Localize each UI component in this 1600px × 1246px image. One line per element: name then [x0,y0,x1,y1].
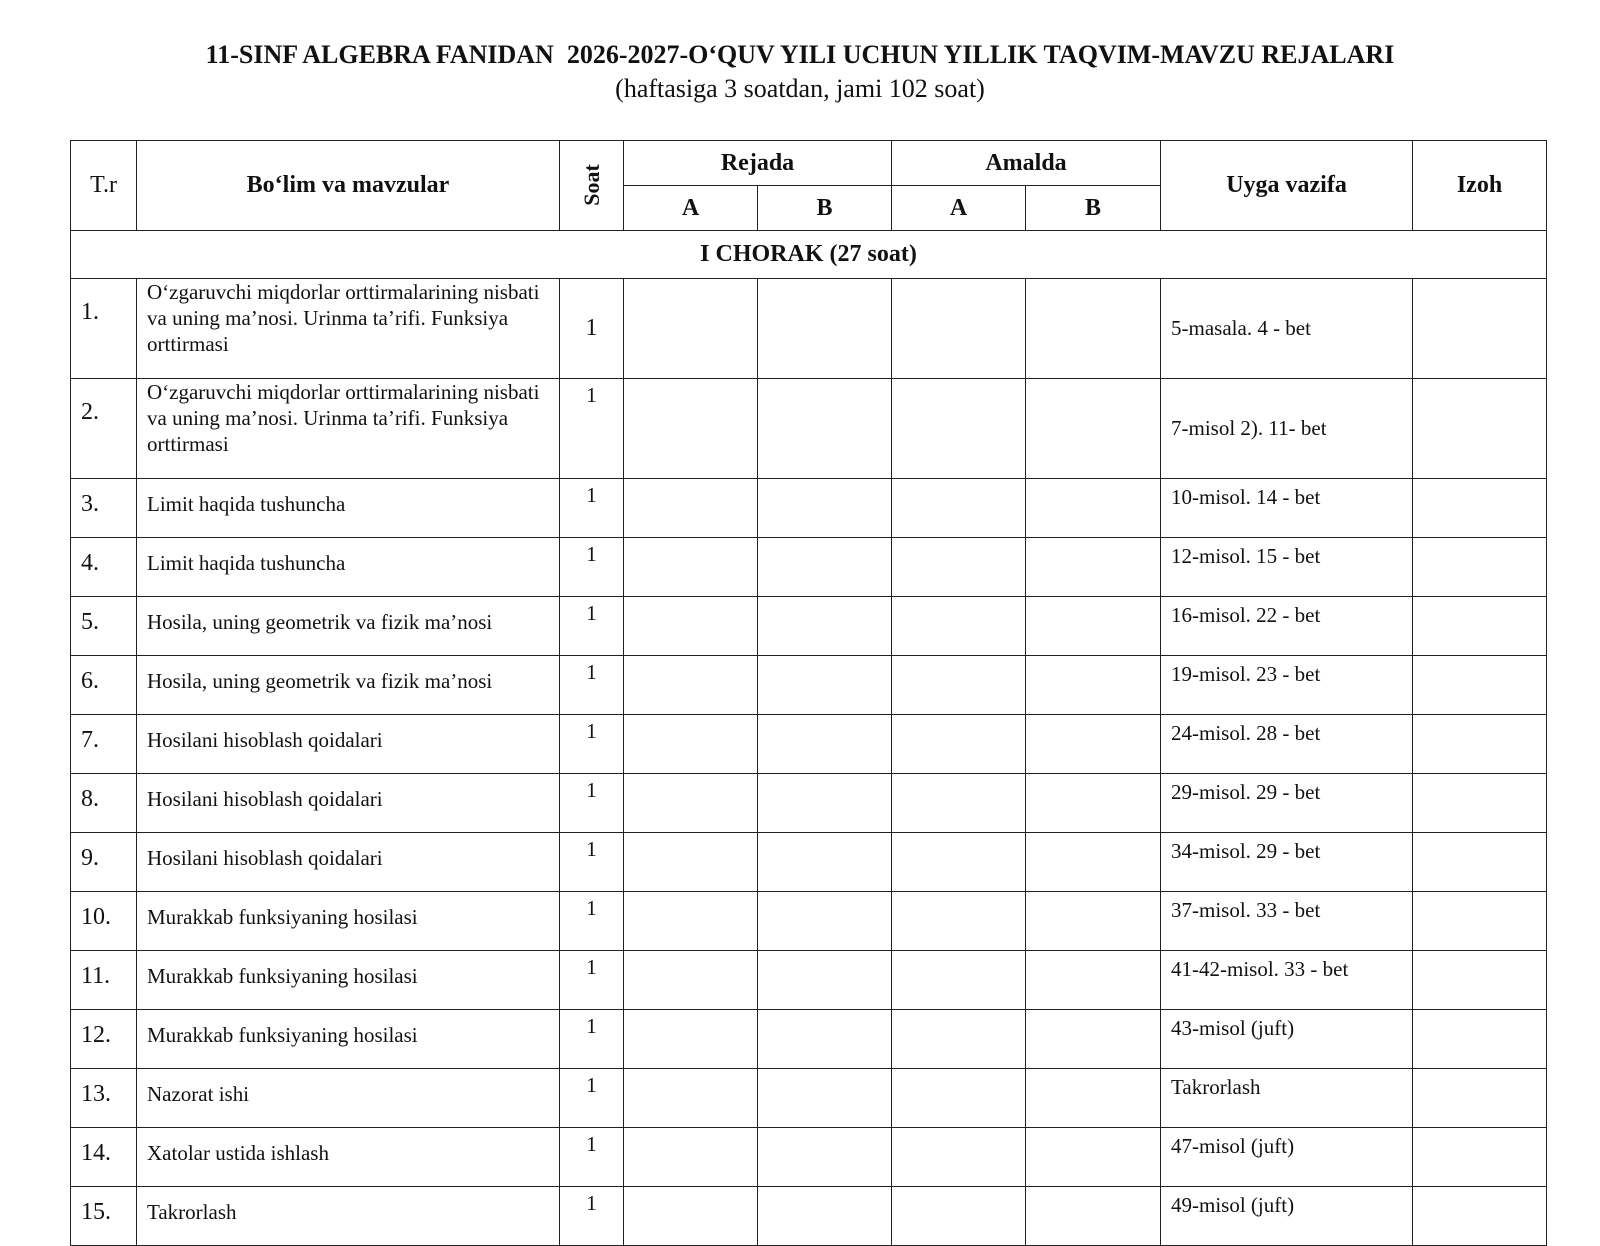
cell-rejada-a [624,1128,758,1187]
row-number: 15. [71,1187,137,1246]
row-number: 12. [71,1010,137,1069]
row-soat: 1 [560,479,624,538]
cell-amalda-a [892,279,1026,379]
table-row [71,1010,1547,1069]
cell-rejada-b [758,279,892,379]
cell-note [1413,774,1547,833]
quarter-row [71,231,1547,279]
cell-rejada-b [758,951,892,1010]
cell-amalda-b [1026,1128,1161,1187]
cell-amalda-b [1026,279,1161,379]
cell-note [1413,597,1547,656]
table-row [71,279,1547,379]
row-homework: 5-masala. 4 - bet [1161,279,1413,379]
cell-rejada-b [758,833,892,892]
header-amalda-b: B [1026,186,1161,231]
cell-rejada-a [624,656,758,715]
cell-rejada-b [758,379,892,479]
cell-amalda-b [1026,833,1161,892]
row-topic: O‘zgaruvchi miqdorlar orttirmalarining nisbati va uning ma’nosi. Urinma ta’rifi. Funksiya orttirmasi [137,279,560,379]
row-topic: O‘zgaruvchi miqdorlar orttirmalarining nisbati va uning ma’nosi. Urinma ta’rifi. Funksiya orttirmasi [137,379,560,479]
row-soat: 1 [560,715,624,774]
cell-amalda-a [892,951,1026,1010]
row-number: 3. [71,479,137,538]
cell-amalda-b [1026,1069,1161,1128]
cell-rejada-a [624,1069,758,1128]
cell-note [1413,1128,1547,1187]
table-row [71,833,1547,892]
cell-amalda-a [892,1069,1026,1128]
header-rejada: Rejada [624,141,892,186]
row-number: 4. [71,538,137,597]
row-homework: Takrorlash [1161,1069,1413,1128]
row-homework: 10-misol. 14 - bet [1161,479,1413,538]
cell-rejada-b [758,597,892,656]
header-tr: T.r [71,141,137,231]
cell-rejada-b [758,656,892,715]
row-number: 10. [71,892,137,951]
cell-note [1413,279,1547,379]
cell-amalda-b [1026,715,1161,774]
row-soat: 1 [560,951,624,1010]
row-homework: 12-misol. 15 - bet [1161,538,1413,597]
cell-amalda-a [892,379,1026,479]
cell-rejada-a [624,774,758,833]
cell-note [1413,379,1547,479]
header-soat [560,141,624,231]
row-number: 2. [71,379,137,479]
cell-rejada-b [758,774,892,833]
table-row [71,597,1547,656]
document-title: 11-SINF ALGEBRA FANIDAN 2026-2027-O‘QUV YILI UCHUN YILLIK TAQVIM-MAVZU REJALARI [205,40,1395,69]
cell-note [1413,833,1547,892]
cell-amalda-a [892,1010,1026,1069]
row-homework: 29-misol. 29 - bet [1161,774,1413,833]
row-topic: Limit haqida tushuncha [137,479,560,538]
row-topic: Limit haqida tushuncha [137,538,560,597]
row-topic: Nazorat ishi [137,1069,560,1128]
cell-amalda-a [892,656,1026,715]
row-topic: Murakkab funksiyaning hosilasi [137,1010,560,1069]
cell-note [1413,892,1547,951]
row-soat: 1 [560,1069,624,1128]
table-row [71,479,1547,538]
row-soat: 1 [560,1010,624,1069]
row-homework: 49-misol (juft) [1161,1187,1413,1246]
cell-note [1413,1010,1547,1069]
row-soat: 1 [560,892,624,951]
row-homework: 43-misol (juft) [1161,1010,1413,1069]
row-homework: 37-misol. 33 - bet [1161,892,1413,951]
header-rejada-a: A [624,186,758,231]
table-row [71,656,1547,715]
row-number: 11. [71,951,137,1010]
cell-amalda-b [1026,1187,1161,1246]
cell-amalda-b [1026,479,1161,538]
header-homework: Uyga vazifa [1161,141,1413,231]
row-soat: 1 [560,833,624,892]
cell-note [1413,1069,1547,1128]
cell-rejada-a [624,833,758,892]
cell-rejada-a [624,597,758,656]
row-topic: Hosilani hisoblash qoidalari [137,833,560,892]
row-topic: Hosilani hisoblash qoidalari [137,774,560,833]
cell-rejada-a [624,538,758,597]
table-row [71,379,1547,479]
row-soat: 1 [560,1187,624,1246]
row-homework: 24-misol. 28 - bet [1161,715,1413,774]
header-topics: Bo‘lim va mavzular [137,141,560,231]
cell-note [1413,715,1547,774]
row-topic: Murakkab funksiyaning hosilasi [137,892,560,951]
cell-rejada-a [624,279,758,379]
row-number: 5. [71,597,137,656]
cell-rejada-b [758,1187,892,1246]
header-soat-label: Soat [578,164,604,206]
header-amalda-a: A [892,186,1026,231]
header-rejada-b: B [758,186,892,231]
row-soat: 1 [560,379,624,479]
cell-rejada-b [758,1069,892,1128]
cell-amalda-b [1026,379,1161,479]
cell-note [1413,1187,1547,1246]
row-soat: 1 [560,538,624,597]
row-soat: 1 [560,656,624,715]
row-soat: 1 [560,279,624,379]
table-row [71,774,1547,833]
table-row [71,1069,1547,1128]
row-topic: Xatolar ustida ishlash [137,1128,560,1187]
cell-note [1413,479,1547,538]
row-number: 13. [71,1069,137,1128]
cell-amalda-b [1026,538,1161,597]
table-row [71,1128,1547,1187]
cell-rejada-a [624,379,758,479]
cell-rejada-a [624,715,758,774]
cell-rejada-b [758,715,892,774]
cell-rejada-a [624,1187,758,1246]
row-topic: Murakkab funksiyaning hosilasi [137,951,560,1010]
row-homework: 7-misol 2). 11- bet [1161,379,1413,479]
cell-amalda-b [1026,774,1161,833]
document-subtitle: (haftasiga 3 soatdan, jami 102 soat) [615,74,985,103]
table-row [71,715,1547,774]
cell-rejada-b [758,1128,892,1187]
cell-note [1413,656,1547,715]
cell-rejada-b [758,1010,892,1069]
cell-amalda-b [1026,656,1161,715]
cell-rejada-a [624,892,758,951]
table-row [71,538,1547,597]
quarter-label: I CHORAK (27 soat) [71,231,1547,279]
row-topic: Hosila, uning geometrik va fizik ma’nosi [137,597,560,656]
cell-amalda-a [892,1187,1026,1246]
row-topic: Hosilani hisoblash qoidalari [137,715,560,774]
cell-amalda-a [892,833,1026,892]
row-soat: 1 [560,1128,624,1187]
cell-amalda-a [892,538,1026,597]
cell-amalda-a [892,892,1026,951]
cell-amalda-a [892,479,1026,538]
cell-amalda-b [1026,597,1161,656]
cell-amalda-b [1026,1010,1161,1069]
cell-amalda-b [1026,892,1161,951]
row-homework: 19-misol. 23 - bet [1161,656,1413,715]
row-soat: 1 [560,597,624,656]
cell-note [1413,538,1547,597]
row-number: 8. [71,774,137,833]
row-topic: Takrorlash [137,1187,560,1246]
row-topic: Hosila, uning geometrik va fizik ma’nosi [137,656,560,715]
table-row [71,951,1547,1010]
cell-rejada-a [624,951,758,1010]
cell-amalda-a [892,1128,1026,1187]
cell-amalda-a [892,597,1026,656]
table-row [71,892,1547,951]
row-homework: 47-misol (juft) [1161,1128,1413,1187]
row-number: 1. [71,279,137,379]
row-number: 6. [71,656,137,715]
cell-rejada-b [758,538,892,597]
cell-rejada-a [624,479,758,538]
cell-rejada-b [758,892,892,951]
table-row [71,1187,1547,1246]
cell-rejada-b [758,479,892,538]
cell-amalda-b [1026,951,1161,1010]
cell-amalda-a [892,774,1026,833]
row-homework: 34-misol. 29 - bet [1161,833,1413,892]
row-number: 7. [71,715,137,774]
cell-rejada-a [624,1010,758,1069]
cell-note [1413,951,1547,1010]
row-soat: 1 [560,774,624,833]
row-homework: 16-misol. 22 - bet [1161,597,1413,656]
row-homework: 41-42-misol. 33 - bet [1161,951,1413,1010]
plan-table [70,140,1547,1246]
row-number: 9. [71,833,137,892]
row-number: 14. [71,1128,137,1187]
header-amalda: Amalda [892,141,1161,186]
cell-amalda-a [892,715,1026,774]
header-note: Izoh [1413,141,1547,231]
